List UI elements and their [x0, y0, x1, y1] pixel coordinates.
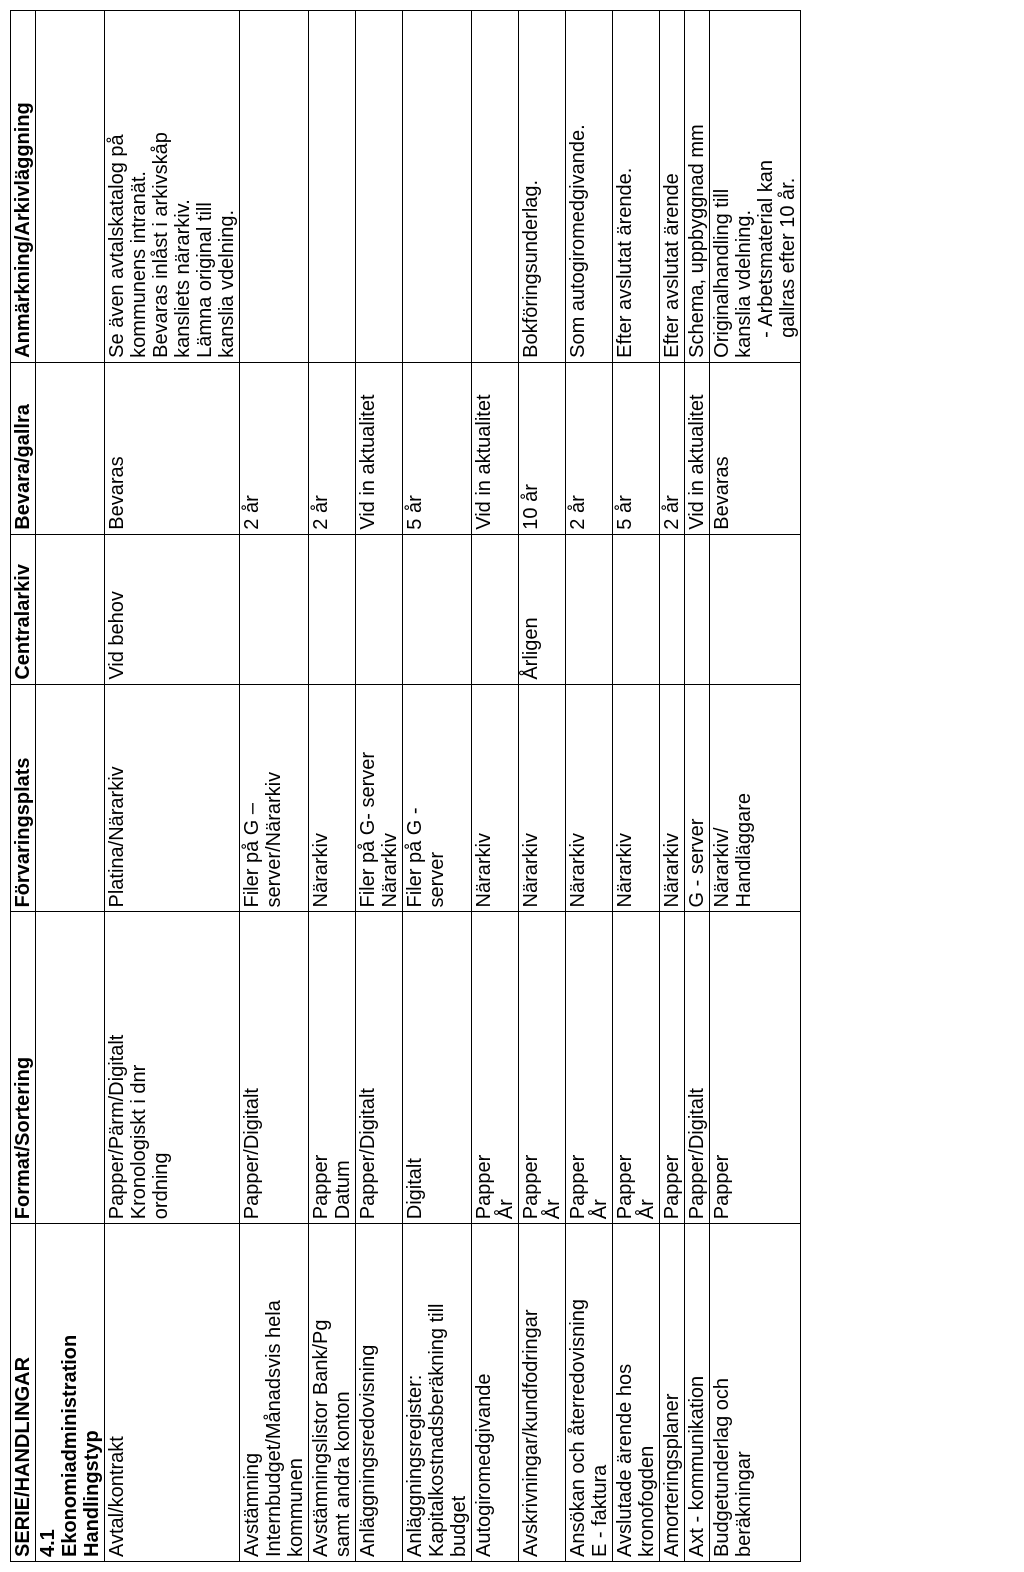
cell-name	[710, 1224, 801, 1562]
cell-format	[660, 912, 685, 1224]
cell-storage-text: Filer på G – server/Närarkiv	[241, 771, 285, 908]
cell-format-text: Papper År	[614, 1154, 658, 1220]
cell-retention	[685, 362, 710, 534]
cell-format-text: Papper/Digitalt	[241, 1088, 263, 1220]
cell-format-text: Papper/Pärm/Digitalt Kronologiskt i dnr ordning	[106, 1034, 172, 1220]
section-title: Ekonomiadministration	[59, 1334, 81, 1557]
table-cell	[36, 11, 105, 363]
cell-storage-text: Närarkiv	[614, 833, 636, 908]
cell-note	[403, 11, 472, 363]
header-note: Anmärkning/Arkivläggning	[11, 11, 36, 363]
table-row	[403, 11, 472, 1562]
cell-central	[566, 534, 613, 684]
cell-format-text: Papper/Digitalt	[357, 1088, 379, 1220]
header-retention: Bevara/gallra	[11, 362, 36, 534]
cell-name-text: Anläggningsredovisning	[357, 1344, 379, 1557]
cell-name-text: Amorteringsplaner	[661, 1393, 683, 1557]
cell-format-text: Papper År	[520, 1154, 564, 1220]
cell-storage	[660, 684, 685, 912]
section-number: 4.1	[37, 1529, 59, 1557]
cell-name-text: Ansökan och återredovisning E - faktura	[567, 1299, 611, 1557]
cell-name-text: Avslutade ärende hos kronofogden	[614, 1363, 658, 1557]
cell-retention	[356, 362, 403, 534]
cell-retention-text: 2 år	[567, 495, 589, 530]
cell-name	[613, 1224, 660, 1562]
cell-storage-text: Närarkiv	[310, 833, 332, 908]
table-cell	[36, 912, 105, 1224]
cell-note-text: Efter avslutat ärende	[661, 173, 683, 358]
cell-note	[519, 11, 566, 363]
cell-name	[403, 1224, 472, 1562]
cell-retention-text: Bevaras	[106, 456, 128, 530]
cell-note	[613, 11, 660, 363]
cell-note-text: Som autogiromedgivande.	[567, 124, 589, 358]
cell-storage-text: Närarkiv	[567, 833, 589, 908]
cell-note	[566, 11, 613, 363]
cell-storage	[566, 684, 613, 912]
cell-format-text: Papper År	[473, 1154, 517, 1220]
cell-note	[685, 11, 710, 363]
cell-storage	[105, 684, 240, 912]
header-storage: Förvaringsplats	[11, 684, 36, 912]
cell-note-text: Efter avslutat ärende.	[614, 167, 636, 358]
cell-name-text: Avtal/kontrakt	[106, 1436, 128, 1557]
cell-note	[105, 11, 240, 363]
cell-storage	[613, 684, 660, 912]
cell-format	[356, 912, 403, 1224]
cell-storage-text: Filer på G - server	[404, 807, 448, 908]
cell-central-text: Vid behov	[106, 591, 128, 680]
cell-storage	[685, 684, 710, 912]
cell-central	[519, 534, 566, 684]
cell-name	[356, 1224, 403, 1562]
cell-name	[519, 1224, 566, 1562]
cell-retention	[105, 362, 240, 534]
cell-retention	[472, 362, 519, 534]
cell-storage	[403, 684, 472, 912]
cell-format-text: Papper	[711, 1154, 733, 1220]
cell-name-text: Avstämning Internbudget/Månadsvis hela kommunen	[241, 1300, 307, 1557]
cell-format-text: Papper År	[567, 1154, 611, 1220]
cell-central	[660, 534, 685, 684]
cell-retention	[403, 362, 472, 534]
cell-central	[105, 534, 240, 684]
section-subheading: Handlingstyp	[81, 1430, 103, 1557]
section-row	[36, 11, 105, 1562]
cell-format	[710, 912, 801, 1224]
cell-retention-text: Vid in aktualitet	[686, 394, 708, 530]
cell-format	[685, 912, 710, 1224]
table-row	[309, 11, 356, 1562]
cell-retention-text: 5 år	[614, 495, 636, 530]
cell-note	[240, 11, 309, 363]
cell-name	[566, 1224, 613, 1562]
cell-storage-text: Filer på G- server Närarkiv	[357, 751, 401, 908]
table-cell	[36, 684, 105, 912]
cell-retention-text: 2 år	[241, 495, 263, 530]
cell-name-text: Autogiromedgivande	[473, 1373, 495, 1557]
cell-name	[472, 1224, 519, 1562]
cell-storage-text: Platina/Närarkiv	[106, 766, 128, 908]
cell-name-text: Axt - kommunikation	[686, 1375, 708, 1557]
cell-note	[472, 11, 519, 363]
cell-format	[472, 912, 519, 1224]
table-row	[105, 11, 240, 1562]
table-cell	[36, 362, 105, 534]
cell-note	[309, 11, 356, 363]
cell-retention	[519, 362, 566, 534]
table-row	[472, 11, 519, 1562]
cell-storage	[309, 684, 356, 912]
cell-name	[660, 1224, 685, 1562]
table-row	[356, 11, 403, 1562]
cell-note	[660, 11, 685, 363]
cell-retention-text: 10 år	[520, 484, 542, 530]
cell-note-text: Bokföringsunderlag.	[520, 179, 542, 358]
table-row	[660, 11, 685, 1562]
cell-storage	[240, 684, 309, 912]
cell-note-subitem: - Arbetsmaterial kan gallras efter 10 år.	[755, 159, 799, 338]
archive-table	[10, 10, 801, 1562]
cell-central	[240, 534, 309, 684]
cell-storage-text: Närarkiv	[473, 833, 495, 908]
cell-central	[613, 534, 660, 684]
table-row	[685, 11, 710, 1562]
cell-retention-text: 2 år	[661, 495, 683, 530]
cell-storage-text: Närarkiv	[520, 833, 542, 908]
table-row	[519, 11, 566, 1562]
cell-note-text: Se även avtalskatalog på kommunens intranät. Bevaras inlåst i arkivskåp kansliets närarkiv. Lämna original till kanslia vdelning.	[106, 132, 238, 358]
table-cell	[36, 534, 105, 684]
cell-central	[472, 534, 519, 684]
cell-format-text: Papper	[661, 1154, 683, 1220]
cell-retention-text: Bevaras	[711, 456, 733, 530]
header-row	[11, 11, 36, 1562]
cell-storage-text: Närarkiv	[661, 833, 683, 908]
cell-name-text: Avstämningslistor Bank/Pg samt andra konton	[310, 1319, 354, 1557]
cell-retention	[710, 362, 801, 534]
cell-format	[519, 912, 566, 1224]
cell-retention	[613, 362, 660, 534]
cell-format-text: Papper/Digitalt	[686, 1088, 708, 1220]
cell-storage	[710, 684, 801, 912]
cell-format	[613, 912, 660, 1224]
cell-retention-text: Vid in aktualitet	[473, 394, 495, 530]
cell-name	[240, 1224, 309, 1562]
cell-retention	[240, 362, 309, 534]
cell-retention	[309, 362, 356, 534]
cell-format	[240, 912, 309, 1224]
cell-note	[710, 11, 801, 363]
cell-storage	[519, 684, 566, 912]
cell-name	[685, 1224, 710, 1562]
cell-central	[403, 534, 472, 684]
cell-name-text: Anläggningsregister: Kapitalkostnadsberäkning till budget	[404, 1303, 470, 1557]
cell-central	[309, 534, 356, 684]
cell-format-text: Papper Datum	[310, 1154, 354, 1220]
header-central: Centralarkiv	[11, 534, 36, 684]
cell-name-text: Budgetunderlag och beräkningar	[711, 1377, 755, 1557]
cell-central	[685, 534, 710, 684]
cell-name-text: Avskrivningar/kundfodringar	[520, 1309, 542, 1557]
header-format: Format/Sortering	[11, 912, 36, 1224]
cell-retention	[566, 362, 613, 534]
cell-storage	[472, 684, 519, 912]
table-row	[613, 11, 660, 1562]
cell-retention-text: 2 år	[310, 495, 332, 530]
cell-name	[309, 1224, 356, 1562]
cell-format	[403, 912, 472, 1224]
cell-note-text: Schema, uppbyggnad mm	[686, 124, 708, 358]
table-row	[566, 11, 613, 1562]
section-heading	[36, 1224, 105, 1562]
cell-note-text: Originalhandling till kanslia vdelning.	[711, 188, 755, 358]
cell-retention-text: 5 år	[404, 495, 426, 530]
cell-format	[105, 912, 240, 1224]
cell-central-text: Årligen	[520, 617, 542, 680]
cell-storage	[356, 684, 403, 912]
cell-central	[356, 534, 403, 684]
cell-name	[105, 1224, 240, 1562]
cell-retention-text: Vid in aktualitet	[357, 394, 379, 530]
cell-storage-text: Närarkiv/ Handläggare	[711, 792, 755, 908]
cell-format-text: Digitalt	[404, 1158, 426, 1220]
cell-format	[309, 912, 356, 1224]
header-series: SERIE/HANDLINGAR	[11, 1224, 36, 1562]
table-row	[710, 11, 801, 1562]
cell-storage-text: G - server	[686, 818, 708, 908]
cell-note	[356, 11, 403, 363]
table-row	[240, 11, 309, 1562]
cell-retention	[660, 362, 685, 534]
cell-central	[710, 534, 801, 684]
cell-format	[566, 912, 613, 1224]
